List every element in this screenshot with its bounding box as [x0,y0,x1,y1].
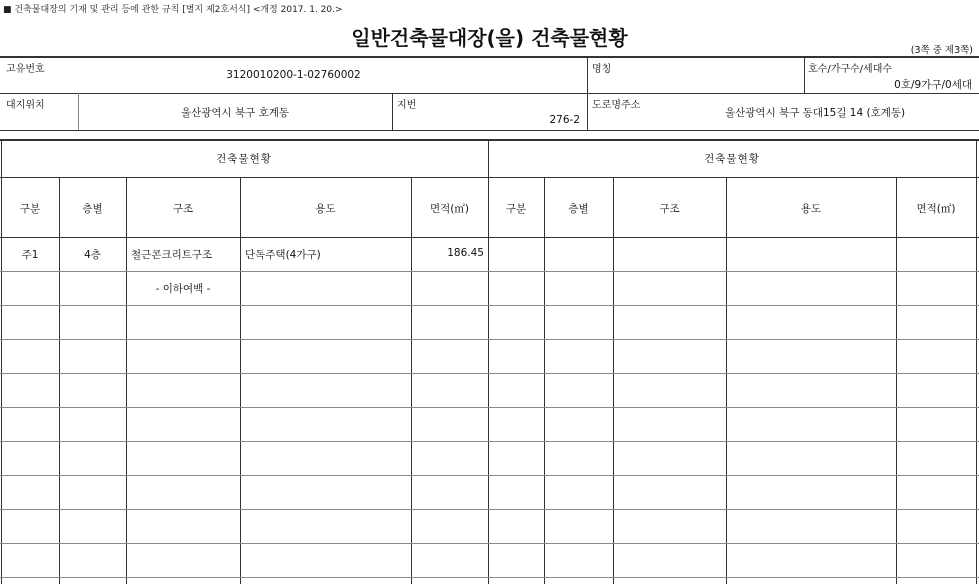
column-header-usage: 용도 [315,203,336,215]
info-top-border [0,56,979,58]
households-value: 0호/9가구/0세대 [894,79,972,91]
row-divider [0,543,979,544]
unique-number-label: 고유번호 [6,64,45,75]
row-divider [0,407,979,408]
column-header-area: 면적(㎡) [430,203,469,215]
road-address-value: 울산광역시 북구 동대15길 14 (호계동) [725,107,906,119]
table-row-1-category: 주1 [21,249,39,261]
building-name-label: 명칭 [592,64,612,75]
table-section-header-divider [0,177,979,178]
right-section-title: 건축물현황 [704,153,760,165]
column-divider [411,177,412,584]
table-right-border [976,139,977,584]
row-divider [0,305,979,306]
lot-number-label: 지번 [397,100,417,111]
households-label: 호수/가구수/세대수 [808,64,893,75]
page-info: (3쪽 중 제3쪽) [910,45,973,56]
column-divider [613,177,614,584]
column-divider [544,177,545,584]
table-row-1-floor: 4층 [84,249,101,261]
column-header-usage: 용도 [800,203,822,215]
table-row-1-structure: 철근콘크리트구조 [131,249,213,261]
row-divider [0,271,979,272]
row-divider [0,441,979,442]
form-reference-note: ■ 건축물대장의 기재 및 관리 등에 관한 규칙 [별지 제2호서식] <개정 2017. 1. 20.> [3,5,343,15]
row-divider [0,339,979,340]
table-top-border [0,139,979,141]
table-row-1-usage: 단독주택(4가구) [245,249,321,261]
road-address-label: 도로명주소 [592,100,641,111]
column-divider [59,177,60,584]
page-title: 일반건축물대장(을) 건축물현황 [351,26,628,50]
info-divider-2 [804,56,805,93]
table-column-header-divider [0,237,979,238]
column-divider [726,177,727,584]
row-divider [0,475,979,476]
row-divider [0,373,979,374]
left-section-title: 건축물현황 [216,153,272,165]
table-row-1-area: 186.45 [447,247,484,259]
row-divider [0,509,979,510]
column-divider [896,177,897,584]
column-header-area: 면적(㎡) [916,203,956,215]
column-header-structure: 구조 [172,203,194,215]
table-end-marker: - 이하여백 - [155,283,211,295]
column-header-floor: 층별 [568,203,589,215]
column-header-category: 구분 [505,203,527,215]
info-divider-1 [587,56,588,130]
column-header-structure: 구조 [659,203,680,215]
column-header-category: 구분 [19,203,41,215]
column-divider [126,177,127,584]
row-divider [0,577,979,578]
unique-number-value: 3120010200-1-02760002 [226,69,361,81]
site-location-label: 대지위치 [6,100,45,111]
lot-number-value: 276-2 [549,114,580,126]
column-header-floor: 층별 [82,203,103,215]
site-location-value: 울산광역시 북구 호계동 [180,107,290,119]
info-bottom-border [0,130,979,131]
info-row-divider [0,93,979,94]
column-divider [240,177,241,584]
